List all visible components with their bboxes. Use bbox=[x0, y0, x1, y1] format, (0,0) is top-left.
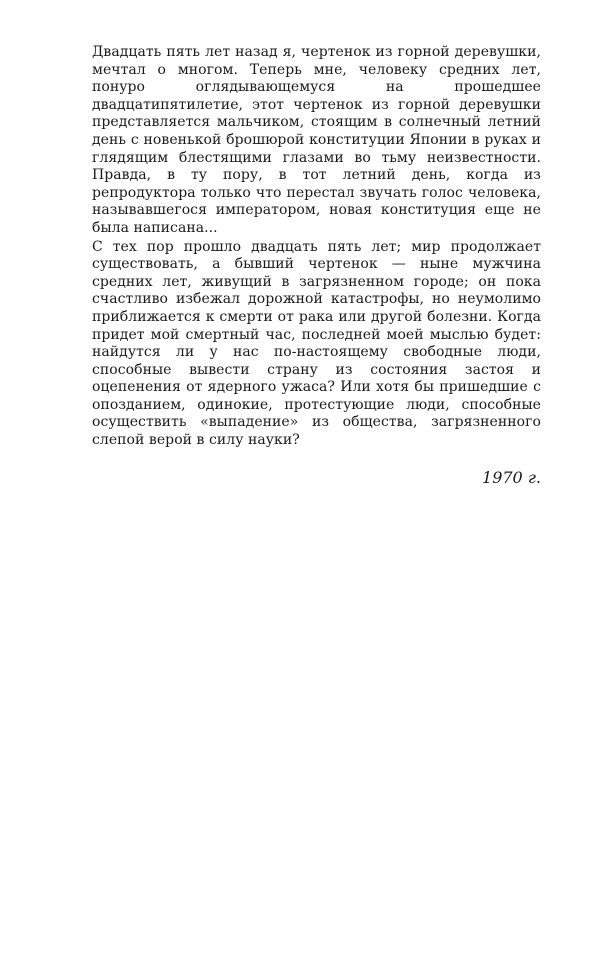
page-content bbox=[92, 44, 541, 488]
date-signature: 1970 г. bbox=[482, 467, 541, 487]
paragraph-2: С тех пор прошло двадцать пять лет; мир продолжает существовать, а бывший чертенок — ныне мужчина средних лет, живущий в загрязненном городе; он пока счастливо избежал дорожной катастрофы, но неумолимо приближается к смерти от рака или другой болезни. Когда придет мой смертный час, последней моей мыслью будет: найдутся ли у нас по-настоящему свободные люди, способные вывести страну из состояния застоя и оцепенения от ядерного ужаса? Или хотя бы пришедшие с опозданием, одинокие, протестующие люди, способные осуществить «выпадение» из общества, загрязненного слепой верой в силу науки? bbox=[92, 238, 541, 449]
paragraph-1: Двадцать пять лет назад я, чертенок из горной деревушки, мечтал о многом. Теперь мне, человеку средних лет, понуро оглядывающемуся на прошедшее двадцатипятилетие, этот чертенок из горной деревушки представляется мальчиком, стоящим в солнечный летний день с новенькой брошюрой конституции Японии в руках и глядящим блестящими глазами во тьму неизвестности. Правда, в ту пору, в тот летний день, когда из репродуктора только что перестал звучать голос человека, называвшегося императором, новая конституция еще не была написана... bbox=[92, 44, 541, 236]
